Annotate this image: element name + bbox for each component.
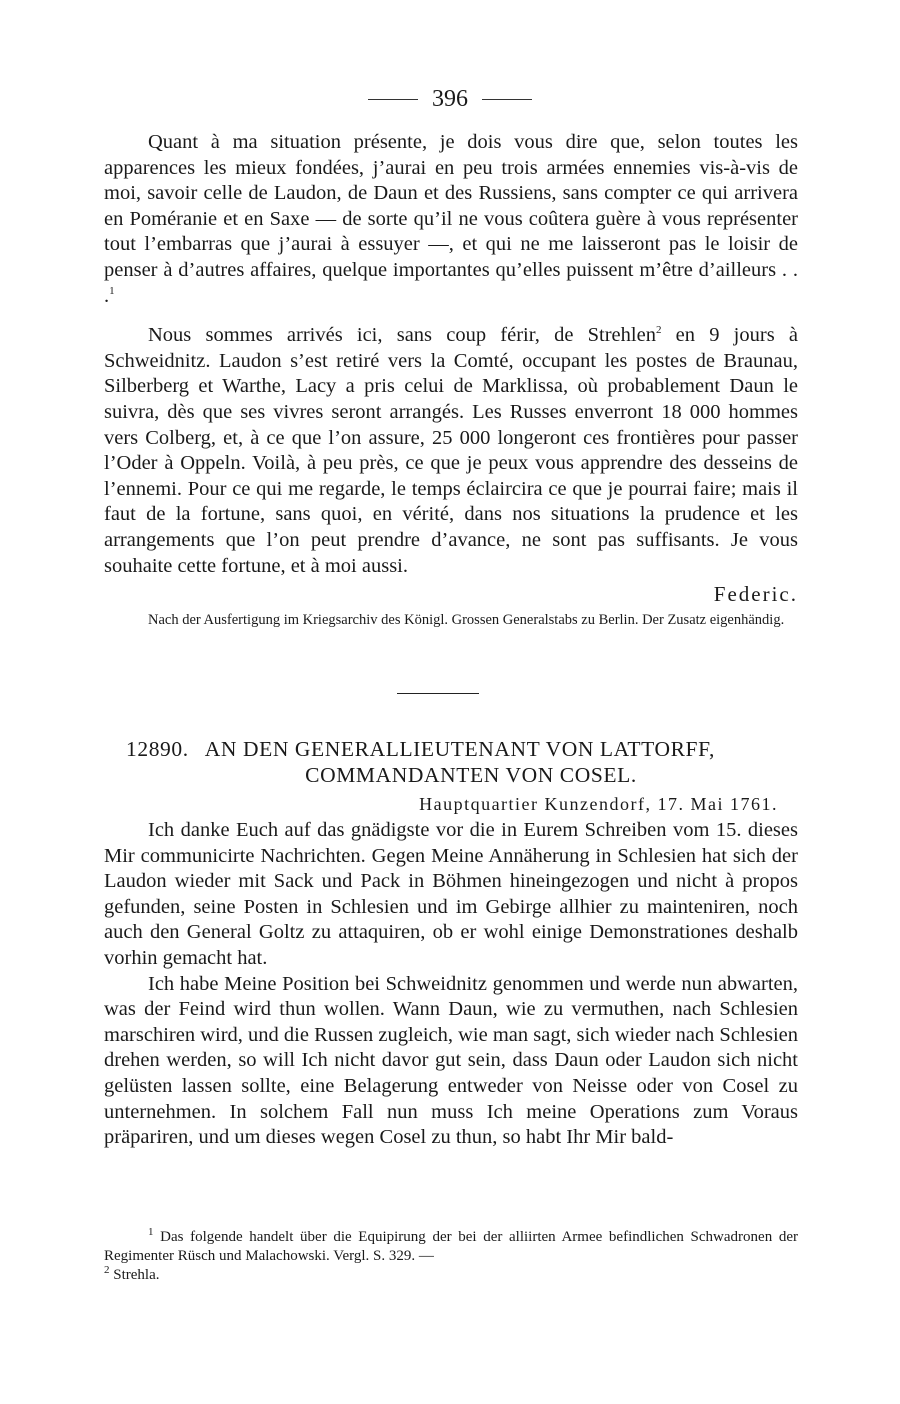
letter-2-paragraph-1: Ich danke Euch auf das gnädigste vor die in Eurem Schreiben vom 15. dieses Mir communicirte Nachrichten. Gegen Meine Annäherung in Schlesien hat sich der Laudon wieder mit Sack und Pack in Böhmen hineingezogen und nicht à propos gefunden, seine Posten in Schlesien und im Gebirge allhier zu mainteniren, noch auch den General Goltz zu attaquiren, ob er wohl einige Demonstrationes deshalb vorhin gemacht hat. bbox=[104, 819, 798, 969]
letter-number: 12890. bbox=[126, 737, 189, 761]
title-line-1: AN DEN GENERALLIEUTENANT VON LATTORFF, bbox=[204, 737, 715, 761]
letter-1-paragraph-2 bbox=[104, 323, 798, 579]
letter-1-paragraph-1 bbox=[104, 130, 798, 309]
header-rule-right bbox=[482, 99, 532, 100]
footnote-ref-2: 2 bbox=[655, 324, 662, 337]
title-line-2: COMMANDANTEN VON COSEL. bbox=[305, 763, 637, 787]
page-number: 396 bbox=[432, 86, 468, 112]
letter-1-paragraph-1-text: Quant à ma situation présente, je dois vous dire que, selon toutes les apparences les mieux fondées, j’aurai en peu trois armées ennemies vis-à-vis de moi, savoir celle de Laudon, de Daun et des Russiens, sans compter ce qui arrivera en Poméranie et en Saxe — de sorte qu’il ne vous coûtera guère à vous représenter tout l’embarras que j’aurai à essuyer —, et qui ne me laisseront pas le loisir de penser à d’autres affaires, quelque importantes qu’elles puissent m’être d’ailleurs . . . bbox=[104, 131, 798, 307]
signature: Federic. bbox=[713, 582, 798, 607]
letter-1-paragraph-2-text-a: Nous sommes arrivés ici, sans coup férir, de Strehlen bbox=[148, 324, 656, 347]
footnote-2-mark: 2 bbox=[104, 1264, 110, 1276]
footnote-1-text: Das folgende handelt über die Equipirung der bei der alliirten Armee befindlichen Schwadronen der Regimenter Rüsch und Malachowski. Vergl. S. 329. — bbox=[104, 1229, 798, 1264]
source-note: Nach der Ausfertigung im Kriegsarchiv des Königl. Grossen Generalstabs zu Berlin. Der Zusatz eigenhändig. bbox=[148, 612, 785, 629]
page-header bbox=[0, 86, 900, 113]
footnotes bbox=[104, 1224, 798, 1285]
footnote-ref-1: 1 bbox=[109, 284, 115, 297]
letter-2-title bbox=[104, 736, 798, 788]
footnote-1-mark: 1 bbox=[148, 1226, 154, 1238]
header-rule-left bbox=[368, 99, 418, 100]
letter-1-body bbox=[104, 130, 798, 629]
letter-1-paragraph-2-text-b: en 9 jours à Schweidnitz. Laudon s’est retiré vers la Comté, occupant les postes de Braunau, Silberberg et Warthe, Lacy a pris celui de Marklissa, où probablement Daun le suivra, dès que ses vivres seront arrangés. Les Russes enverront 18 000 hommes vers Colberg, et, à ce que l’on assure, 25 000 longeront ces frontières pour passer l’Oder à Oppeln. Voilà, à peu près, ce que je peux vous apprendre des desseins de l’ennemi. Pour ce qui me regarde, le temps éclaircira ce que je pourrai faire; mais il faut de la fortune, sans quoi, en vérité, dans nos situations la prudence et les arrangements que l’on peut prendre d’avance, ne sont pas suffisants. Je vous souhaite cette fortune, et à moi aussi. bbox=[104, 324, 798, 577]
section-divider bbox=[397, 693, 479, 694]
footnote-1 bbox=[104, 1228, 798, 1266]
footnote-2 bbox=[104, 1266, 798, 1285]
letter-2-body bbox=[104, 818, 798, 1151]
place-date: Hauptquartier Kunzendorf, 17. Mai 1761. bbox=[419, 794, 778, 814]
letter-2-paragraph-2: Ich habe Meine Position bei Schweidnitz genommen und werde nun abwarten, was der Feind wird thun wollen. Wann Daun, wie zu vermuthen, nach Schlesien marschiren wird, und die Russen zugleich, wie man sagt, sich wieder nach Schlesien drehen werden, so will Ich nicht davor gut sein, dass Daun oder Laudon sich nicht gelüsten lassen sollte, eine Belagerung entweder von Neisse oder von Cosel zu unternehmen. In solchem Fall nun muss Ich meine Operations zum Voraus präpariren, und um dieses wegen Cosel zu thun, so habt Ihr Mir bald- bbox=[104, 972, 798, 1149]
footnote-2-text: Strehla. bbox=[109, 1267, 160, 1283]
